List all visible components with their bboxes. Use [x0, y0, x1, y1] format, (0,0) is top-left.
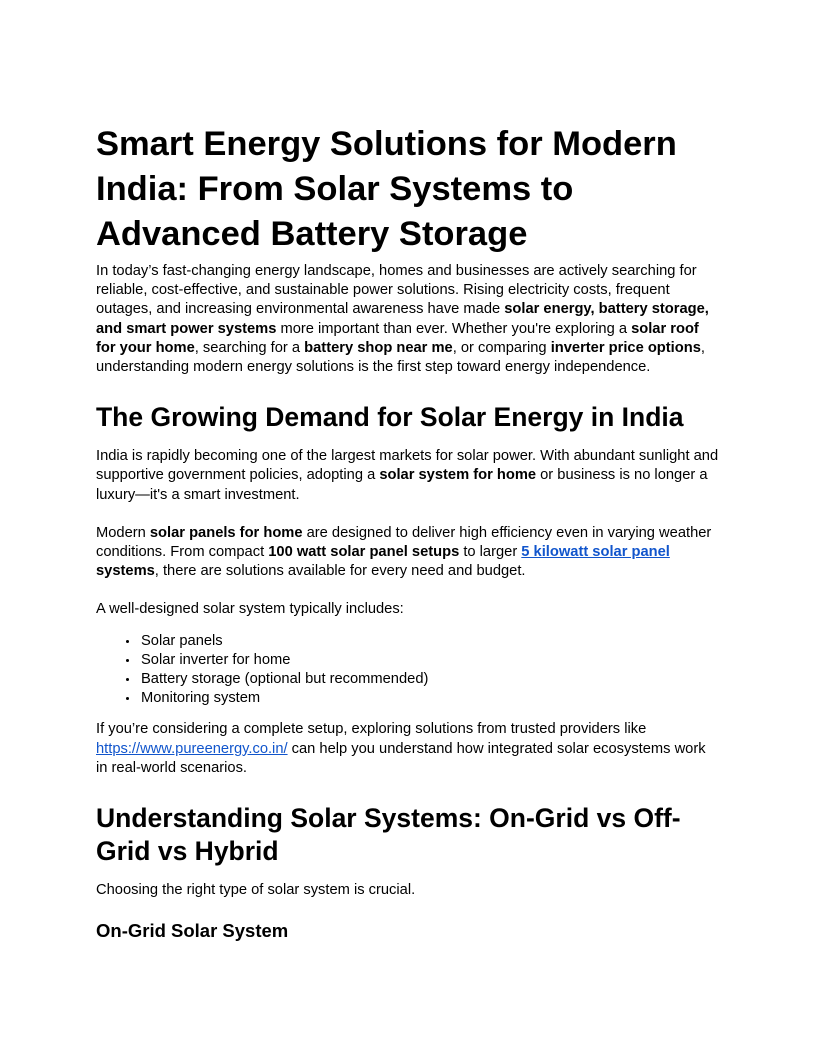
text-run: inverter price options	[550, 339, 701, 356]
text-run: or business is no longer a luxury—it's a smart investment.	[96, 467, 708, 503]
text-run: In today’s fast-changing energy landscape, homes and businesses are actively searching for reliable, cost-effective, and sustainable power solutions. Rising electricity costs, frequent outages, and increasing environmental awareness have made	[96, 263, 697, 318]
text-run: If you’re considering a complete setup, exploring solutions from trusted providers like	[96, 721, 647, 738]
text-run: , there are solutions available for every need and budget.	[154, 563, 526, 580]
text-run: , or comparing	[452, 339, 551, 356]
document-title: Smart Energy Solutions for Modern India: From Solar Systems to Advanced Battery Storage	[96, 125, 677, 253]
text-run: battery shop near me	[304, 339, 453, 356]
inline-link[interactable]: https://www.pureenergy.co.in/	[96, 740, 288, 757]
paragraph	[96, 524, 720, 582]
list-item: • Solar panels	[139, 632, 720, 651]
paragraph	[96, 600, 720, 619]
text-run: can help you understand how integrated solar ecosystems work in real-world scenarios.	[96, 740, 706, 776]
text-run: solar energy, battery storage, and smart power systems	[96, 301, 709, 337]
subsection-heading-on-grid: On-Grid Solar System	[96, 920, 289, 942]
text-run: systems	[96, 563, 155, 580]
section-heading-understanding-solar-systems: Understanding Solar Systems: On-Grid vs Off-Grid vs Hybrid	[96, 803, 681, 867]
text-run: Choosing the right type of solar system is crucial.	[96, 882, 416, 899]
list-item: • Battery storage (optional but recommended)	[139, 670, 720, 689]
inline-link[interactable]: 5 kilowatt solar panel	[521, 544, 670, 561]
text-run: Modern	[96, 524, 150, 541]
text-run: , searching for a	[194, 339, 305, 356]
bullet-list	[96, 632, 720, 709]
list-item: • Monitoring system	[139, 689, 720, 708]
text-run: to larger	[459, 544, 522, 561]
text-run: solar roof for your home	[96, 320, 699, 356]
paragraph	[96, 720, 720, 778]
paragraph	[96, 447, 720, 505]
list-item: • Solar inverter for home	[139, 651, 720, 670]
text-run: 100 watt solar panel setups	[268, 544, 460, 561]
paragraph	[96, 881, 720, 900]
text-run: India is rapidly becoming one of the largest markets for solar power. With abundant sunlight and supportive government policies, adopting a	[96, 448, 719, 484]
text-run: A well-designed solar system typically includes:	[96, 601, 404, 618]
text-run: solar panels for home	[149, 524, 303, 541]
text-run: solar system for home	[379, 467, 537, 484]
section-heading-growing-demand: The Growing Demand for Solar Energy in India	[96, 402, 684, 433]
text-run: more important than ever. Whether you're exploring a	[276, 320, 632, 337]
text-run: , understanding modern energy solutions is the first step toward energy independence.	[96, 339, 705, 376]
intro-paragraph	[96, 262, 720, 377]
text-run: are designed to deliver high efficiency even in varying weather conditions. From compact	[96, 524, 712, 561]
